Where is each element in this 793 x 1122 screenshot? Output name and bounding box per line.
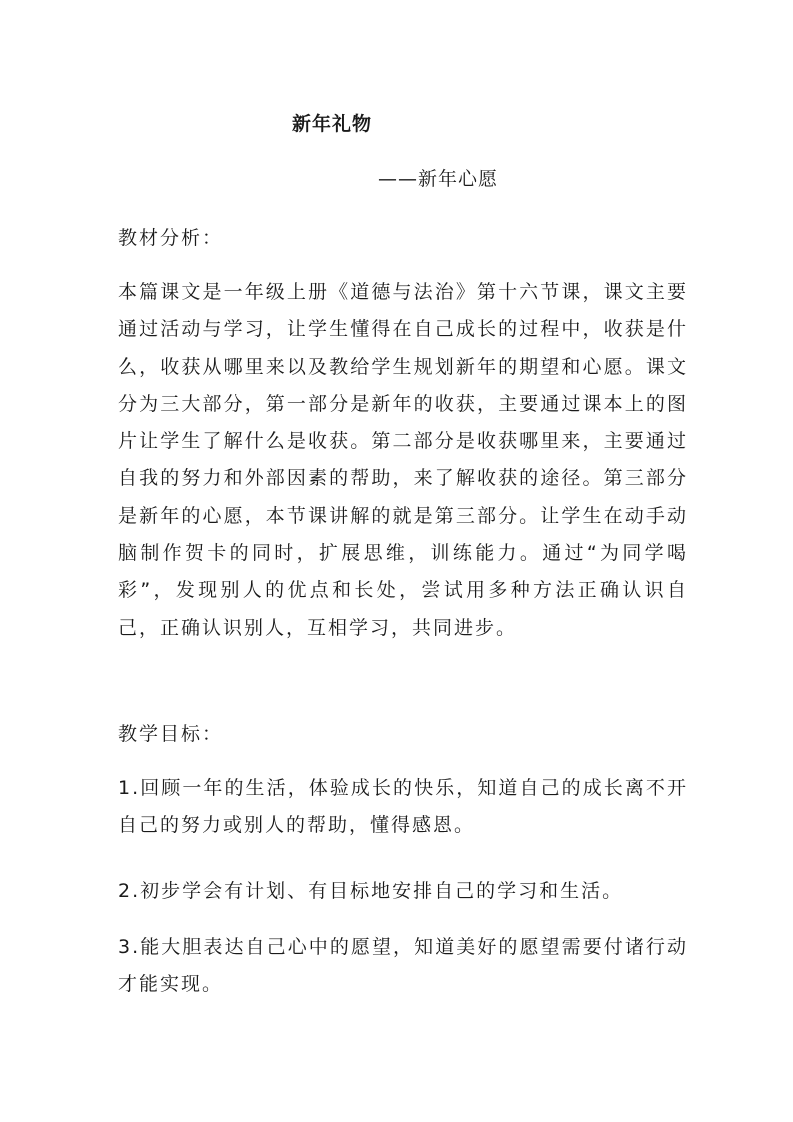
goal-item-1: 1.回顾一年的生活，体验成长的快乐，知道自己的成长离不开自己的努力或别人的帮助，懂得感恩。	[118, 777, 688, 837]
goal-item-2: 2.初步学会有计划、有目标地安排自己的学习和生活。	[118, 880, 624, 902]
goal-item-3: 3.能大胆表达自己心中的愿望，知道美好的愿望需要付诸行动才能实现。	[118, 936, 688, 996]
analysis-heading: 教材分析：	[118, 227, 224, 249]
document-title: 新年礼物	[292, 113, 373, 135]
analysis-paragraph: 本篇课文是一年级上册《道德与法治》第十六节课，课文主要通过活动与学习，让学生懂得在自己成长的过程中，收获是什么，收获从哪里来以及教给学生规划新年的期望和心愿。课文分为三大部分，第一部分是新年的收获，主要通过课本上的图片让学生了解什么是收获。第二部分是收获哪里来，主要通过自我的努力和外部因素的帮助，来了解收获的途径。第三部分是新年的心愿，本节课讲解的就是第三部分。让学生在动手动脑制作贺卡的同时，扩展思维，训练能力。通过“为同学喝彩”，发现别人的优点和长处，尝试用多种方法正确认识自己，正确认识别人，互相学习，共同进步。	[118, 281, 688, 639]
goals-heading: 教学目标：	[118, 723, 224, 745]
document-subtitle: ——新年心愿	[378, 168, 499, 190]
